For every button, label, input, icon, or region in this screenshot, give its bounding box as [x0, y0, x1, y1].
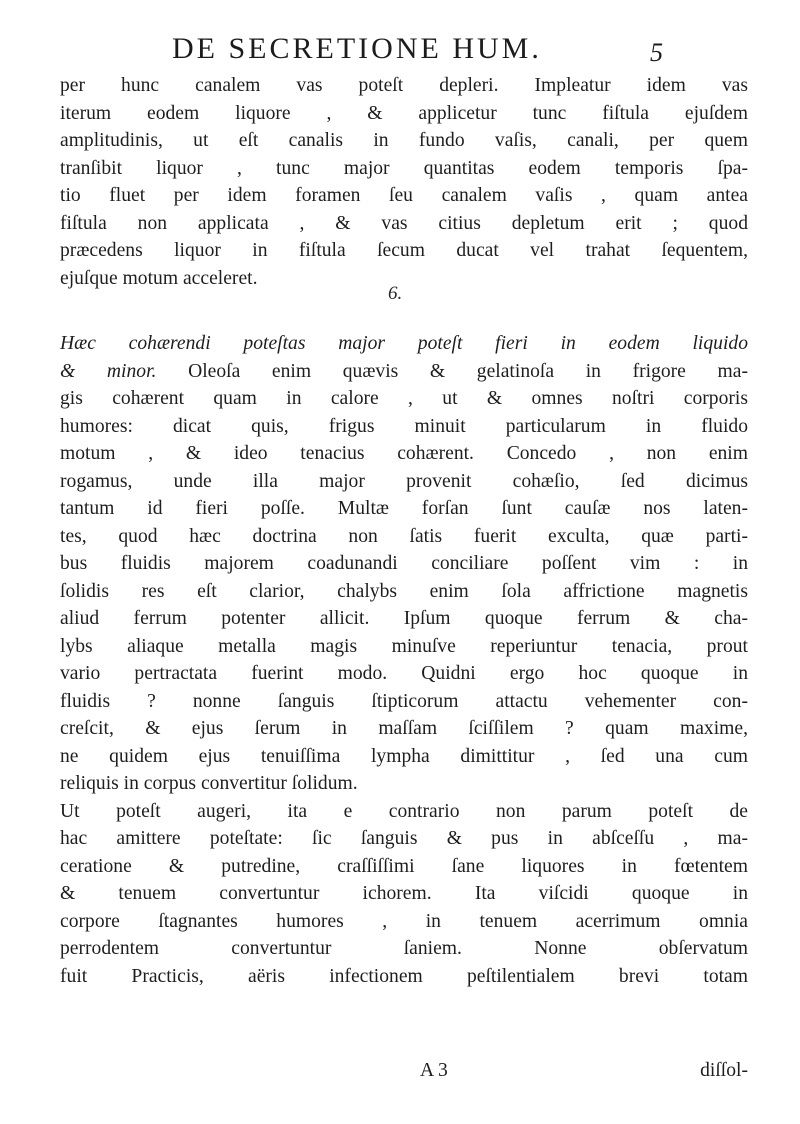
- text-line: fluidis ? nonne ſanguis ſtipticorum attactu vehementer con-: [60, 690, 748, 712]
- text-line: fuit Practicis, aëris infectionem peſtilentialem brevi totam: [60, 965, 748, 987]
- text-line: perrodentem convertuntur ſaniem. Nonne obſervatum: [60, 938, 748, 959]
- text-line: motum , & ideo tenacius cohærent. Concedo , non enim: [60, 443, 748, 464]
- text-line: corpore ſtagnantes humores , in tenuem acerrimum omnia: [60, 910, 748, 932]
- text-line: amplitudinis, ut eſt canalis in fundo vaſis, canali, per quem: [60, 130, 748, 151]
- section-heading-line: Hæc cohærendi poteſtas major poteſt fieri in eodem liquido: [60, 333, 748, 354]
- text-line: tranſibit liquor , tunc major quantitas eodem temporis ſpa-: [60, 157, 748, 179]
- text-line-rest: Oleoſa enim quævis & gelatinoſa in frigore ma-: [188, 360, 748, 382]
- text-line: hac amittere poteſtate: ſic ſanguis & pus in abſceſſu , ma-: [60, 828, 748, 849]
- text-line: gis cohærent quam in calore , ut & omnes noſtri corporis: [60, 388, 748, 409]
- footer: [420, 1057, 748, 1085]
- catchword: diſſol-: [700, 1060, 748, 1081]
- text-line: per hunc canalem vas poteſt depleri. Impleatur idem vas: [60, 75, 748, 96]
- text-line: præcedens liquor in fiſtula ſecum ducat vel trahat ſequentem,: [60, 240, 748, 261]
- text-line: Ut poteſt augeri, ita e contrario non parum poteſt de: [60, 800, 748, 822]
- text-line: rogamus, unde illa major provenit cohæſio, ſed dicimus: [60, 470, 748, 492]
- text-line: vario pertractata fuerint modo. Quidni ergo hoc quoque in: [60, 663, 748, 684]
- paragraph-1: [60, 72, 748, 292]
- text-line: ceratione & putredine, craſſiſſimi ſane liquores in fœtentem: [60, 855, 748, 877]
- text-line: aliud ferrum potenter allicit. Ipſum quoque ferrum & cha-: [60, 608, 748, 629]
- section-number: 6.: [388, 283, 403, 304]
- text-line: iterum eodem liquore , & applicetur tunc fiſtula ejuſdem: [60, 102, 748, 124]
- section-heading-cont: & minor.: [60, 360, 157, 382]
- paragraph-2: [60, 330, 748, 990]
- text-line: ejuſque motum acceleret.: [60, 267, 258, 289]
- signature-mark: A 3: [420, 1060, 448, 1081]
- text-line: fiſtula non applicata , & vas citius depletum erit ; quod: [60, 212, 748, 234]
- text-line: creſcit, & ejus ſerum in maſſam ſciſſilem ? quam maxime,: [60, 718, 748, 739]
- text-line: bus fluidis majorem coadunandi conciliare poſſent vim : in: [60, 553, 748, 574]
- text-line: lybs aliaque metalla magis minuſve reperiuntur tenacia, prout: [60, 635, 748, 657]
- text-line: ſolidis res eſt clarior, chalybs enim ſola affrictione magnetis: [60, 580, 748, 602]
- text-line: humores: dicat quis, frigus minuit particularum in fluido: [60, 415, 748, 437]
- page-number: 5: [650, 38, 663, 67]
- text-line: [60, 358, 748, 386]
- text-line: tes, quod hæc doctrina non ſatis fuerit exculta, quæ parti-: [60, 525, 748, 547]
- text-line: reliquis in corpus convertitur ſolidum.: [60, 773, 358, 794]
- text-line: & tenuem convertuntur ichorem. Ita viſcidi quoque in: [60, 883, 748, 904]
- text-line: tantum id fieri poſſe. Multæ forſan ſunt cauſæ nos laten-: [60, 498, 748, 519]
- running-head: DE SECRETIONE HUM.: [172, 32, 542, 65]
- text-line: tio fluet per idem foramen ſeu canalem vaſis , quam antea: [60, 185, 748, 206]
- text-line: ne quidem ejus tenuiſſima lympha dimittitur , ſed una cum: [60, 745, 748, 767]
